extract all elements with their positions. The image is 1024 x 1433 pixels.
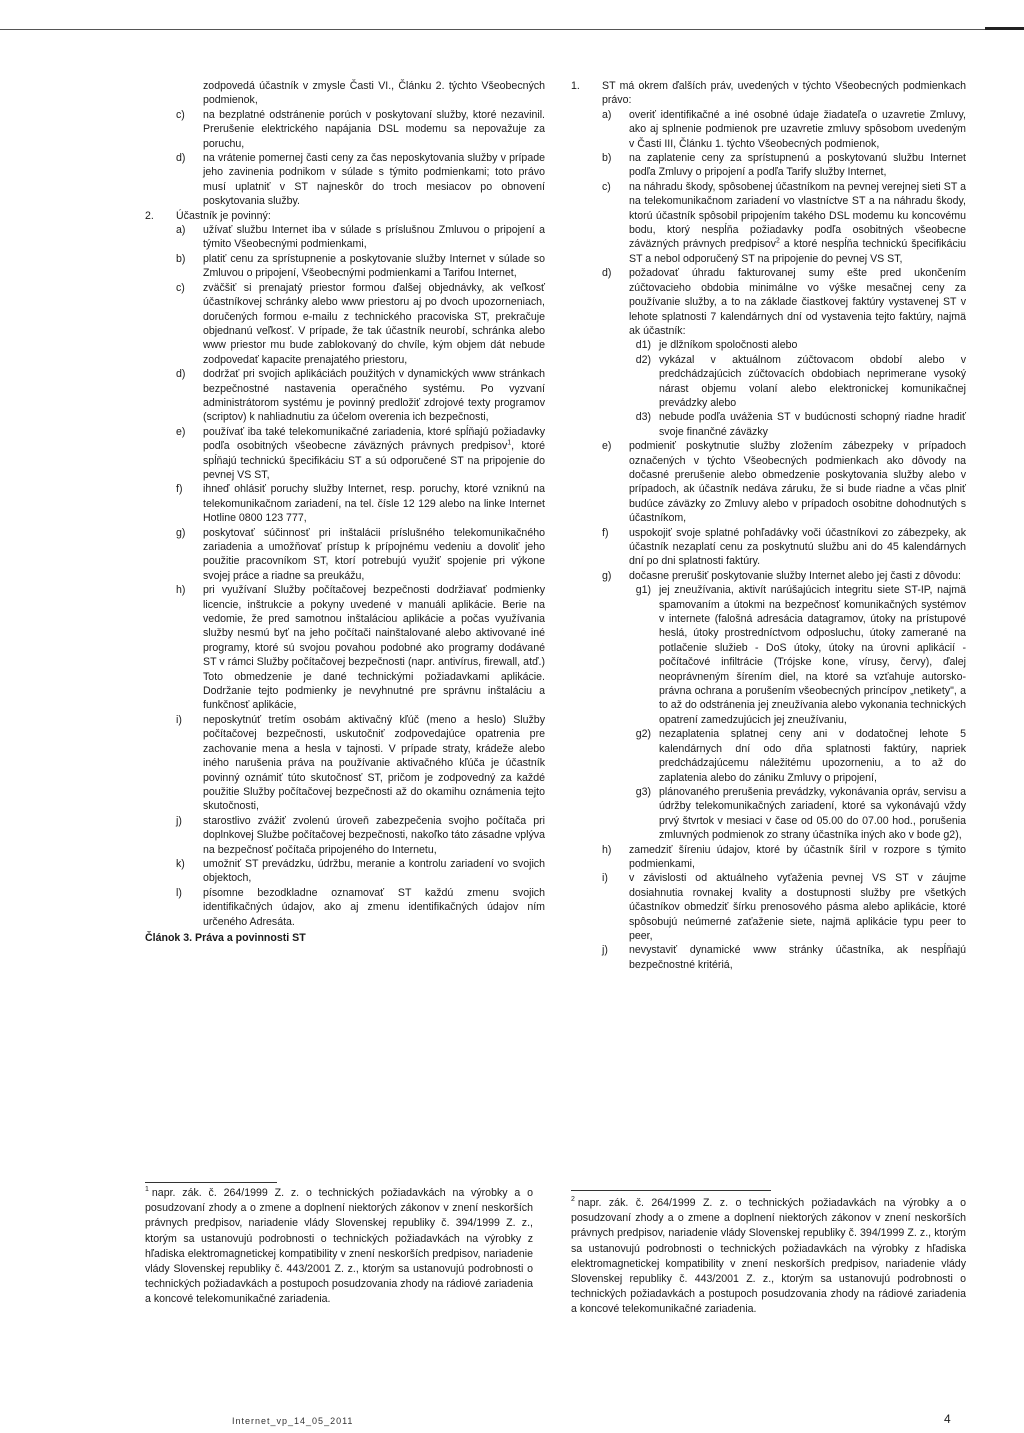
- footnote-left: $^1$ napr. zák. č. 264/1999 Z. z. o technických požiadavkách na výrobky a o posudzovaní zhody a o zmene a doplnení niektorých zákonov v znení neskorších právnych predpisov, nariadenie vlády Slovenskej republiky č. 394/1999 Z. z., ktorým sa ustanovujú podrobnosti o technických požiadavkách na výrobky z hľadiska elektromagnetickej kompatibility v znení neskorších predpisov, nariadenie vlády Slovenskej republiky č. 443/2001 Z. z., ktorým sa ustanovujú podrobnosti o technických požiadavkách a postupoch posudzovania zhody na rádiové zariadenia a koncové telekomunikačné zariadenia.: [145, 1186, 533, 1306]
- sub-list-item: d3) nebude podľa uváženia ST v budúcnosti schopný riadne hradiť svoje finančné záväzky: [635, 411, 966, 438]
- list-item: k) umožniť ST prevádzku, údržbu, meranie a kontrolu zariadení vo svojich objektoch,: [176, 857, 545, 885]
- footnote-right: $^2$ napr. zák. č. 264/1999 Z. z. o technických požiadavkách na výrobky a o posudzovaní zhody a o zmene a doplnení niektorých zákonov v znení neskorších právnych predpisov, nariadenie vlády Slovenskej republiky č. 394/1999 Z. z., ktorým sa ustanovujú podrobnosti o technických požiadavkách na výrobky z hľadiska elektromagnetickej kompatibility v znení neskorších predpisov, nariadenie vlády Slovenskej republiky č. 443/2001 Z. z., ktorým sa ustanovujú podrobnosti o technických požiadavkách a postupoch posudzovania zhody na rádiové zariadenia a koncové telekomunikačné zariadenia.: [571, 1196, 966, 1316]
- footnote-mark: 1: [145, 1186, 149, 1194]
- page-number: 4: [944, 1412, 951, 1426]
- sub-list-item: g3) plánovaného prerušenia prevádzky, vykonávania opráv, servisu a údržby telekomunikačných zariadení, ktoré sa vykonávajú vždy prvý štvrtok v mesiaci v čase od 05.00 do 07.00 hod., porušenia zmluvných podmienok zo strany účastníka iných ako v bode g2),: [635, 785, 966, 842]
- footnote-rule-right: [571, 1190, 771, 1191]
- top-rule: [0, 29, 1024, 30]
- list-item: d) požadovať úhradu fakturovanej sumy ešte pred ukončením zúčtovacieho obdobia minimálne vo výške mesačnej ceny za používanie služby, a to na základe čiastkovej faktúry vystavenej ST v lehote splatnosti 7 kalendárnych dní od vystavenia tejto faktúry, najmä ak účastník:: [602, 267, 966, 337]
- sub-list-item: d2) vykázal v aktuálnom zúčtovacom období alebo v predchádzajúcich zúčtovacích obdobiach neprimerane vysoký nárast objemu volaní alebo elektronickej komunikačnej prevádzky alebo: [635, 353, 966, 409]
- list-item: j) nevystaviť dynamické www stránky účastníka, ak nespĺňajú bezpečnostné kritériá,: [602, 944, 966, 971]
- list-item: d) na vrátenie pomernej časti ceny za čas neposkytovania služby v prípade jeho zavinenia podnikom v súlade s týmito podmienkami; toto právo musí uplatniť v ST najneskôr do troch mesiacov po obnovení poskytovania služby.: [176, 152, 545, 208]
- list-item: h) pri využívaní Služby počítačovej bezpečnosti dodržiavať podmienky licencie, inštrukcie a pokyny uvedené v manuáli aplikácie. Berie na vedomie, že pred samotnou inštaláciou aplikácie a počas využívania služby nesmú byť na jeho počítači nainštalované alebo aktivované iné programy, ktoré sú svojou povahou podobné ako programy dodávané ST v rámci Služby počítačovej bezpečnosti (napr. antivírus, firewall, atď.) Toto obmedzenie je dané technickými požiadavkami aplikácie. Dodržanie tejto podmienky je nevyhnutné pre správnu inštaláciu a funkčnosť aplikácie,: [176, 584, 545, 712]
- footnote-ref: 2: [775, 237, 780, 245]
- sub-list-item: g1) jej zneužívania, aktivít narúšajúcich integritu siete ST-IP, najmä spamovaním a útokmi na bezpečnosť komunikačných systémov v internete (falošná adresácia datagramov, útoky na prístupové heslá, útoky prostredníctvom odposluchu, útoky zamerané na potlačenie služieb - DoS útoky, útoky na úrovni aplikácií - počítačové infiltrácie (Trójske kone, vírusy, červy), ďalej neoprávneným šírením diel, na ktoré sa vzťahuje autorsko-právna ochrana a porušením všeobecných princípov „netikety", a to až do odstránenia jej zneužívania alebo vykonania technických opatrení zamedzujúcich jej zneužívaniu,: [635, 584, 966, 726]
- sub-list-item: g2) nezaplatenia splatnej ceny ani v dodatočnej lehote 5 kalendárnych dní odo dňa splatnosti faktúry, napriek predchádzajúcemu náležitému upozorneniu, a to až do zaplatenia alebo do zániku Zmluvy o pripojení,: [635, 728, 966, 784]
- footer-document-id: Internet_vp_14_05_2011: [232, 1416, 354, 1426]
- list-item: c) zväčšiť si prenajatý priestor formou ďalšej objednávky, ak veľkosť účastníkovej schránky alebo www priestoru aj po dvoch upozorneniach, doručených formou e-mailu z technického pracoviska ST, prekračuje objednanú veľkosť. V prípade, že tak účastník neurobí, schránka alebo www priestor mu bude zablokovaný do chvíle, kým objem dát nebude zodpovedať kapacite prenajatého priestoru,: [176, 281, 545, 366]
- section-item: 2. Účastník je povinný:: [145, 209, 271, 222]
- list-item: f) ihneď ohlásiť poruchy služby Internet, resp. poruchy, ktoré vzniknú na telekomunikačnom zariadení, na tel. čísle 12 129 alebo na linke Internet Hotline 0800 123 777,: [176, 483, 545, 525]
- footnote-rule-left: [145, 1182, 277, 1183]
- list-item: i) neposkytnúť tretím osobám aktivačný kľúč (meno a heslo) Služby počítačovej bezpečnosti, uskutočniť zodpovedajúce opatrenia pre zachovanie mena a hesla v tajnosti. V prípade straty, krádeže alebo iného narušenia práva na používanie aktivačného kľúča je účastník povinný oznámiť túto skutočnosť ST, pričom je zodpovedný za každé použitie Služby počítačovej bezpečnosti až do okamihu oznámenia tejto skutočnosti,: [176, 713, 545, 813]
- list-item: b) na zaplatenie ceny za sprístupnenú a poskytovanú službu Internet podľa Zmluvy o pripojení a podľa Tarify služby Internet,: [602, 152, 966, 179]
- list-item: b) platiť cenu za sprístupnenie a poskytovanie služby Internet v súlade so Zmluvou o pripojení, Všeobecnými podmienkami a Tarifou Internet,: [176, 252, 545, 280]
- list-item: f) uspokojiť svoje splatné pohľadávky voči účastníkovi zo zábezpeky, ak účastník nezaplatí cenu za poskytnutú službu ani do 45 kalendárnych dní po dni splatnosti faktúry.: [602, 526, 966, 568]
- left-column: [145, 79, 545, 945]
- list-item: j) starostlivo zvážiť zvolenú úroveň zabezpečenia svojho počítača pri doplnkovej Službe počítačovej bezpečnosti, nakoľko táto zásadne vplýva na bezpečnosť počítača pripojeného do Internetu,: [176, 814, 545, 856]
- footnote-mark: 2: [571, 1196, 575, 1204]
- top-rule-end: [985, 27, 1024, 30]
- list-item: c) na bezplatné odstránenie porúch v poskytovaní služby, ktoré nezavinil. Prerušenie elektrického napájania DSL modemu sa nepovažuje za poruchu,: [176, 108, 545, 150]
- list-item: i) v závislosti od aktuálneho vyťaženia pevnej VS ST v záujme dosiahnutia rovnakej kvality a dostupnosti služby pre všetkých účastníkov obmedziť šírku prenosového pásma alebo aplikácie, ktoré spôsobujú neúmerné zaťaženie siete, najmä aplikácie typu peer to peer,: [602, 872, 966, 942]
- list-item: h) zamedziť šíreniu údajov, ktoré by účastník šíril v rozpore s týmito podmienkami,: [602, 843, 966, 870]
- list-item: e) podmieniť poskytnutie služby zložením zábezpeky v prípadoch označených v týchto Všeobecných podmienkach ako dôvody na dočasné prerušenie alebo obmedzenie poskytovania služby alebo v prípadoch, ak účastník nedáva záruku, že si bude riadne a včas plniť budúce záväzky zo Zmluvy alebo v prípadoch osobitne dohodnutých s účastníkom,: [602, 440, 966, 525]
- list-item: e) používať iba také telekomunikačné zariadenia, ktoré spĺňajú požiadavky podľa osobitných všeobecne záväzných právnych predpisov$^1$, ktoré spĺňajú technickú špecifikáciu ST a sú odporučené ST na pripojenie do pevnej VS ST,: [176, 425, 545, 481]
- section-item: 1. ST má okrem ďalších práv, uvedených v týchto Všeobecných podmienkach právo:: [571, 80, 966, 107]
- list-item: a) užívať službu Internet iba v súlade s príslušnou Zmluvou o pripojení a týmito Všeobecnými podmienkami,: [176, 224, 545, 251]
- footnote-ref: 1: [507, 439, 512, 447]
- list-item: a) overiť identifikačné a iné osobné údaje žiadateľa o uzavretie Zmluvy, ako aj splnenie podmienok pre uzavretie zmluvy spôsobom uvedeným v Časti III, Článku 1. týchto Všeobecných podmienok,: [602, 108, 966, 150]
- list-item: c) na náhradu škody, spôsobenej účastníkom na pevnej verejnej sieti ST a na telekomunikačnom zariadení vo vlastníctve ST a na náhradu škody, ktorú účastník spôsobil pripojením takého DSL modemu ku koncovému bodu, ktorý nespĺňa požiadavky podľa osobitných všeobecne záväzných právnych predpisov$^2$ a ktoré nespĺňa technickú špecifikáciu ST a nebol odporučený ST na pripojenie do pevnej VS ST,: [602, 180, 966, 265]
- list-item: d) dodržať pri svojich aplikáciách použitých v dynamických www stránkach bezpečnostné nastavenia operačného systému. Po vyzvaní administrátorom systému je povinný predložiť zdrojové texty programov (scriptov) k nahliadnutiu za účelom overenia ich bezpečnosti,: [176, 368, 545, 424]
- list-item: l) písomne bezodkladne oznamovať ST každú zmenu svojich identifikačných údajov, ako aj zmenu identifikačných údajov ním určeného Adresáta.: [176, 886, 545, 928]
- right-column: [571, 79, 966, 972]
- sub-list-item: d1) je dlžníkom spoločnosti alebo: [635, 339, 798, 352]
- list-item: g) poskytovať súčinnosť pri inštalácii príslušného telekomunikačného zariadenia a umožňovať prístup k prípojnému vedeniu a dovoliť jeho použitie pracovníkom ST, ktorí potrebujú využiť spojenie pri výkone svojej práce a riadne sa preukážu,: [176, 526, 545, 582]
- article-heading: Článok 3. Práva a povinnosti ST: [145, 931, 306, 944]
- list-item: g) dočasne prerušiť poskytovanie služby Internet alebo jej časti z dôvodu:: [602, 569, 961, 582]
- intro-continuation: zodpovedá účastník v zmysle Časti VI., Článku 2. týchto Všeobecných podmienok,: [203, 80, 545, 107]
